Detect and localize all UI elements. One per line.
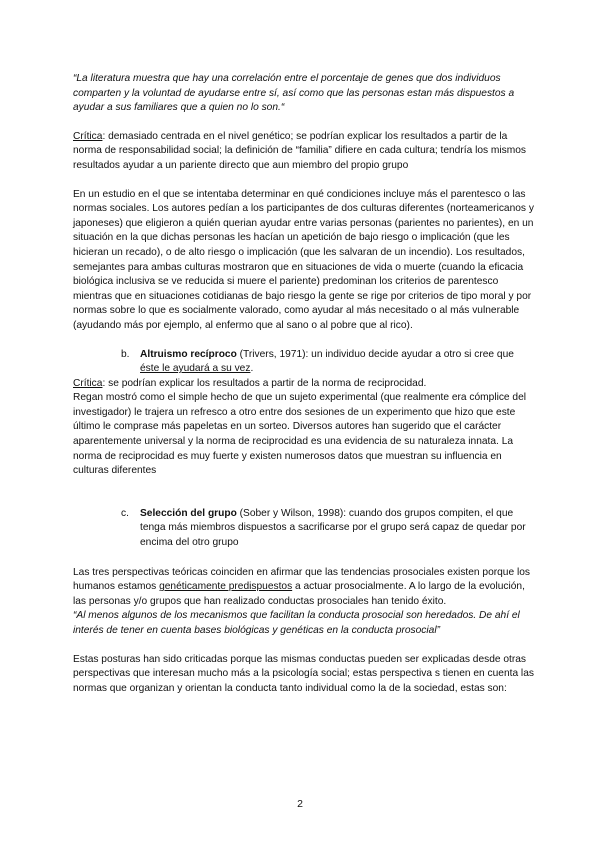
final-paragraph: Estas posturas han sido criticadas porque las mismas conductas pueden ser explicadas desde otras perspectivas que interesan mucho más a la psicología social; estas perspectiva s tienen en cuenta las normas que organizan y orientan la conducta tanto individual como la de la sociedad, estas son: [73, 653, 534, 694]
item-text: (Trivers, 1971): un individuo decide ayudar a otro si cree que [236, 348, 514, 360]
document-page [73, 72, 535, 696]
item-underlined-text: éste le ayudará a su vez [140, 363, 251, 375]
page-number: 2 [297, 798, 303, 810]
list-item-group-selection [73, 507, 535, 551]
critique-reciprocity [73, 377, 535, 392]
regan-paragraph: Regan mostró como el simple hecho de que un sujeto experimental (que realmente era cómplice del investigador) le trajera un refresco a otro entre dos sesiones de un experimento que hizo que este último le comprase más papeletas en un sorteo. Diversos autores han sugerido que el carácter aparentemente universal y la norma de reciprocidad es una evidencia de su naturaleza innata. La norma de reciprocidad es muy fuerte y existen numerosos datos que muestran su influencia en culturas diferentes [73, 392, 527, 477]
list-marker: c. [121, 507, 129, 519]
critique-text: : demasiado centrada en el nivel genético; se podrían explicar los resultados a partir de la norma de responsabilidad social; la definición de “familia” difiere en cada cultura; tendría los mismos resultados ayudar a un pariente directo que aun miembro del propio grupo [73, 130, 527, 171]
critique-text: : se podrían explicar los resultados a partir de la norma de reciprocidad. [102, 377, 427, 389]
genetic-predisposition-underline: genéticamente predispuestos [159, 581, 293, 593]
critique-label: Crítica [73, 377, 103, 389]
study-paragraph: En un estudio en el que se intentaba determinar en qué condiciones incluye más el parentesco o las normas sociales. Los autores pedían a los participantes de dos culturas diferentes (norteamericanos y japoneses) que eligieron a quién querian ayudar entre varias personas (parientes no parientes), en un situación en la que dichas personas les hacían un apetición de bajo riesgo o implicación (que les hicieran un recado), o de alto riesgo o implicación (que les salvaran de un incendio). Los resultados, semejantes para ambas culturas mostraron que en situaciones de vida o muerte (cuando la eficacia biológica inclusiva se ve reducida si muere el pariente) predominan los criterios de parentesco mientras que en situaciones cotidianas de bajo riesgo la gente se rige por criterios de tipo moral y por normas sobre lo que es socialmente valorado, como ayudar al más necesitado o al más vulnerable (ayudando más por ejemplo, al enfermo que al sano o al pobre que al rico). [73, 188, 534, 331]
perspectives-paragraph: Las tres perspectivas teóricas coinciden en afirmar que las tendencias prosociales existen porque los humanos estamos genéticamente predispuestos a actuar prosocialmente. A lo largo de la evolución, las personas y/o grupos que han realizado conductas prosociales han tenido éxito. [73, 566, 530, 607]
heredity-quote: “Al menos algunos de los mecanismos que facilitan la conducta prosocial son heredados. De ahí el interés de tener en cuenta bases biológicas y genéticas en la conducta prosocial” [73, 610, 520, 636]
item-text: (Sober y Wilson, 1998): cuando dos grupos compiten, el que tenga más miembros dispuestos a sacrificarse por el grupo será capaz de quedar por encima del otro grupo [140, 507, 526, 549]
critique-label: Crítica [73, 130, 103, 142]
critique-kin-selection [73, 130, 535, 174]
list-marker: b. [121, 348, 130, 360]
genetic-correlation-quote: “La literatura muestra que hay una correlación entre el porcentaje de genes que dos individuos comparten y la voluntad de ayudarse entre sí, así como que las personas estan más dispuestos a ayudar a sus familiares que a quien no lo son.“ [73, 73, 515, 114]
item-title: Altruismo recíproco [140, 348, 237, 360]
list-item-reciprocal-altruism: b. Altruismo recíproco (Trivers, 1971): un individuo decide ayudar a otro si cree que éste le ayudará a su vez. [73, 348, 535, 377]
item-title: Selección del grupo [140, 507, 237, 519]
